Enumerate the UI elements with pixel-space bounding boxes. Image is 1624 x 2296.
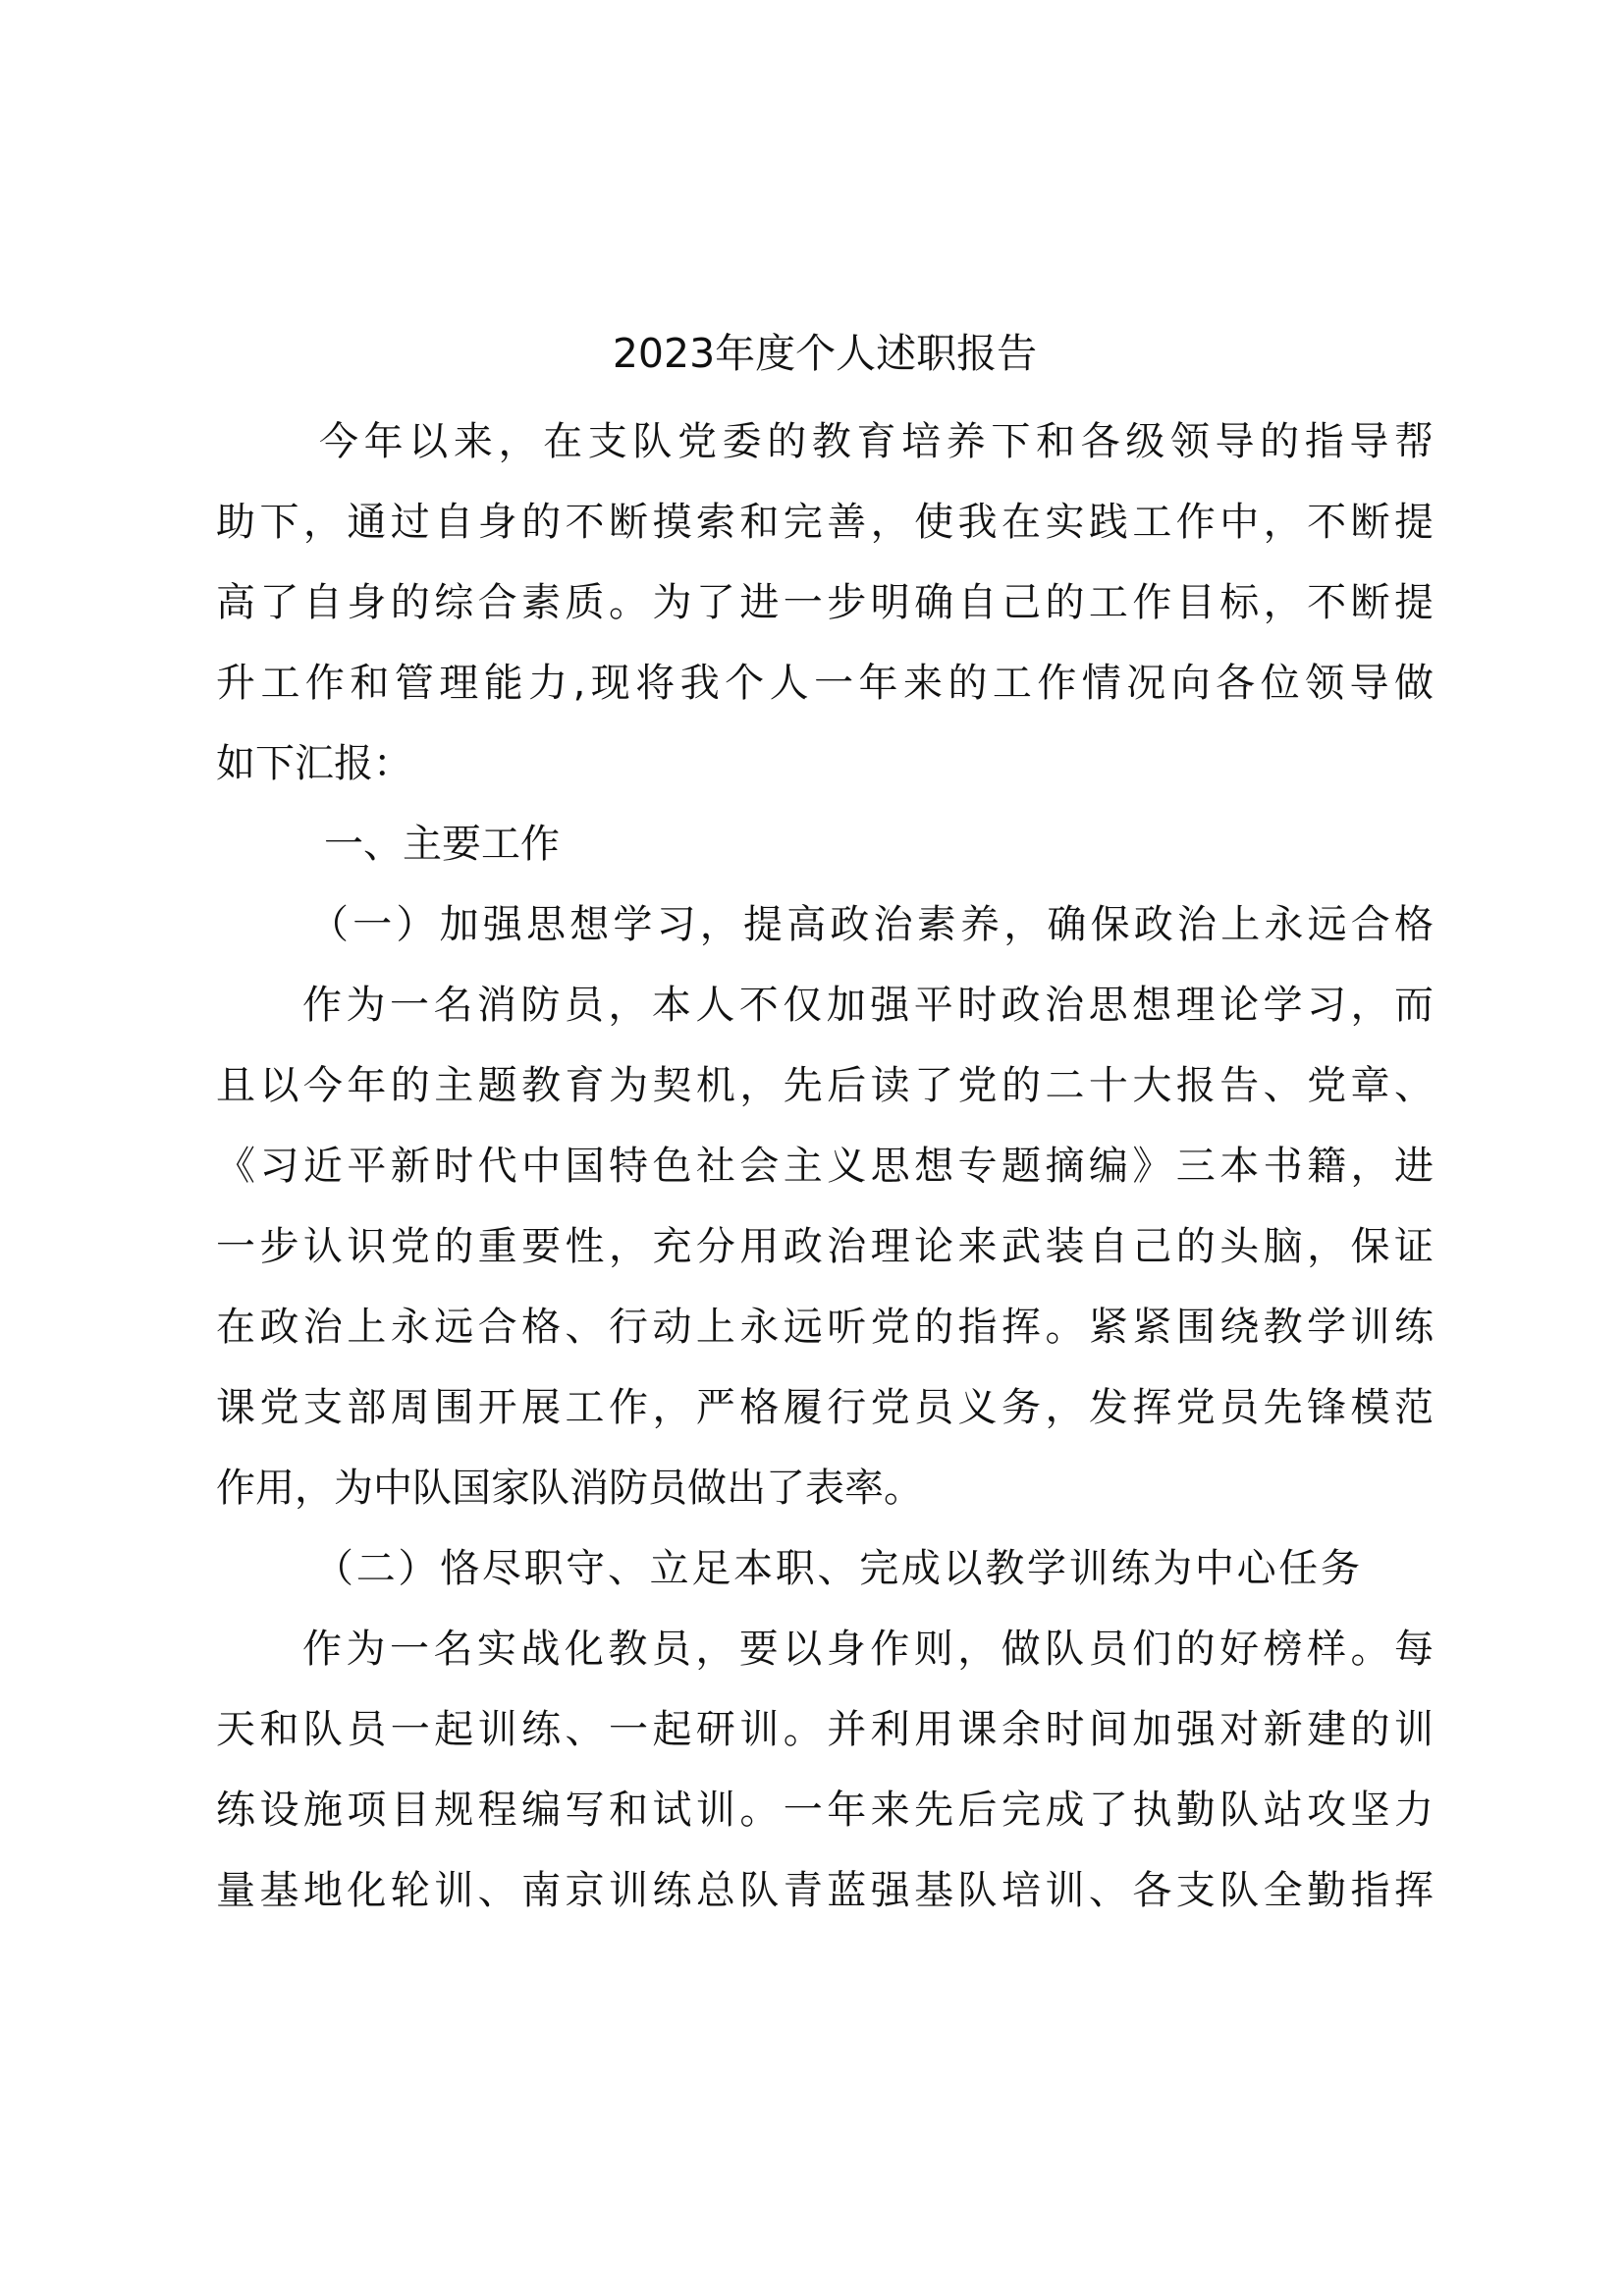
sub1-line-3: 《习近平新时代中国特色社会主义思想专题摘编》三本书籍，进 [216,1144,1434,1189]
sub2-line-4: 量基地化轮训、南京训练总队青蓝强基队培训、各支队全勤指挥 [216,1868,1434,1913]
intro-line-5: 如下汇报： [216,741,412,786]
sub2-line-3: 练设施项目规程编写和试训。一年来先后完成了执勤队站攻坚力 [216,1788,1434,1833]
sub1-line-4: 一步认识党的重要性，充分用政治理论来武装自己的头脑，保证 [216,1224,1434,1269]
sub1-line-6: 课党支部周围开展工作，严格履行党员义务，发挥党员先锋模范 [216,1385,1434,1430]
sub1-line-2: 且以今年的主题教育为契机，先后读了党的二十大报告、党章、 [216,1063,1434,1108]
sub1-line-5: 在政治上永远合格、行动上永远听党的指挥。紧紧围绕教学训练 [216,1305,1434,1350]
sub2-line-1: 作为一名实战化教员，要以身作则，做队员们的好榜样。每 [302,1627,1434,1672]
intro-line-1: 今年以来，在支队党委的教育培养下和各级领导的指导帮 [319,419,1434,464]
intro-line-2: 助下，通过自身的不断摸索和完善，使我在实践工作中，不断提 [216,500,1434,545]
sub2-line-2: 天和队员一起训练、一起研训。并利用课余时间加强对新建的训 [216,1707,1434,1752]
sub1-line-1: 作为一名消防员，本人不仅加强平时政治思想理论学习，而 [302,983,1434,1028]
sub1-line-7: 作用，为中队国家队消防员做出了表率。 [216,1466,923,1511]
document-title: 2023年度个人述职报告 [612,330,1038,377]
intro-line-4: 升工作和管理能力,现将我个人一年来的工作情况向各位领导做 [216,661,1434,706]
section-heading-main-work: 一、主要工作 [324,822,560,867]
subsection-heading-1: （一）加强思想学习，提高政治素养，确保政治上永远合格 [309,902,1434,947]
intro-line-3: 高了自身的综合素质。为了进一步明确自己的工作目标，不断提 [216,580,1434,625]
subsection-heading-2: （二）恪尽职守、立足本职、完成以教学训练为中心任务 [314,1546,1360,1591]
